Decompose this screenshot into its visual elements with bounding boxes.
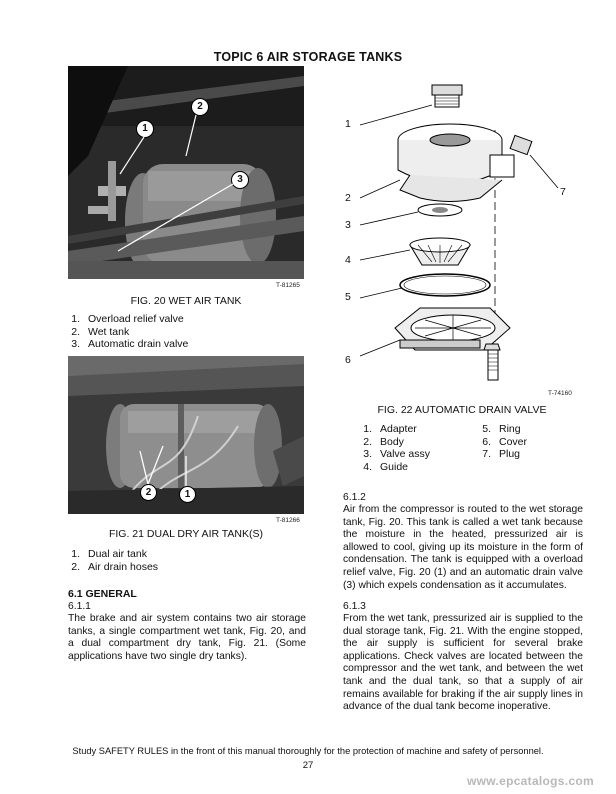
- dual-dry-air-tank-photo: [68, 356, 304, 514]
- callout-3: 3: [231, 171, 249, 189]
- list-item: 2. Air drain hoses: [71, 560, 159, 573]
- page-number: 27: [302, 760, 314, 771]
- callout-1: 1: [136, 120, 154, 138]
- list-item: 2. Body: [363, 435, 404, 448]
- list-item: 1. Overload relief valve: [71, 313, 184, 325]
- fig22-caption: FIG. 22 AUTOMATIC DRAIN VALVE: [377, 404, 547, 416]
- list-item: 7. Plug: [482, 448, 521, 460]
- fig22-callout-2: 2: [345, 192, 351, 204]
- callout-2: 2: [191, 98, 209, 116]
- list-item: 1. Dual air tank: [71, 548, 147, 560]
- list-item: 6. Cover: [482, 435, 528, 448]
- paragraph-6-1-3: From the wet tank, pressurized air is supplied to the dual storage tank, Fig. 21. With the engine stopped, the air supply is sufficient for several brake applications. Check valves are located between the compressor and the wet tank, and between the wet tank and the dual tank, so that a supply of air remains available for braking if the air supply lines in advance of the dual tank become inoperative.: [343, 613, 583, 713]
- subsection-number: 6.1.3: [343, 601, 366, 612]
- list-item: 4. Guide: [363, 460, 409, 473]
- list-item: 3. Valve assy: [363, 448, 430, 460]
- fig21-legend: [62, 548, 158, 573]
- list-item: 3. Automatic drain valve: [71, 338, 189, 350]
- list-item: 5. Ring: [482, 423, 521, 435]
- page-title: TOPIC 6 AIR STORAGE TANKS: [213, 50, 403, 64]
- section-heading: 6.1 GENERAL: [68, 588, 137, 600]
- safety-footer: Study SAFETY RULES in the front of this manual thoroughly for the protection of machine and safety of personnel.: [72, 746, 544, 756]
- callout-1: 1: [179, 486, 196, 503]
- list-item: 1. Adapter: [363, 423, 417, 435]
- fig20-code: T-81265: [276, 282, 300, 289]
- list-item: 2. Wet tank: [71, 325, 130, 338]
- fig20-legend: [62, 313, 188, 351]
- fig22-callout-7: 7: [560, 186, 566, 198]
- fig22-callout-4: 4: [345, 254, 351, 266]
- fig22-callout-3: 3: [345, 219, 351, 231]
- fig22-legend-left: [354, 423, 430, 473]
- fig22-callout-6: 6: [345, 354, 351, 366]
- fig21-code: T-81266: [276, 517, 300, 524]
- callout-2: 2: [140, 484, 157, 501]
- fig22-code: T-74160: [548, 390, 572, 397]
- wet-air-tank-photo: [68, 66, 304, 279]
- automatic-drain-valve-diagram: [340, 70, 580, 400]
- subsection-number: 6.1.2: [343, 492, 366, 503]
- subsection-number: 6.1.1: [68, 601, 91, 612]
- fig22-callout-1: 1: [345, 118, 351, 130]
- watermark: www.epcatalogs.com: [467, 774, 594, 788]
- paragraph-6-1-1: The brake and air system contains two air storage tanks, a single compartment wet tank, Fig. 20, and a dual compartment dry tank, Fig. 21. (Some applications have two single dry tanks).: [68, 613, 306, 662]
- fig20-caption: FIG. 20 WET AIR TANK: [130, 295, 242, 307]
- fig21-caption: FIG. 21 DUAL DRY AIR TANK(S): [108, 528, 264, 540]
- callout-leaders: [68, 66, 304, 279]
- paragraph-6-1-2: Air from the compressor is routed to the wet storage tank, Fig. 20. This tank is called a wet tank because the moisture in the heated, pressurized air is allowed to cool, giving up its moisture in the form of condensation. The tank is equipped with a overload relief valve, Fig. 20 (1) and an automatic drain valve (3) which expels condensation as it accumulates.: [343, 504, 583, 591]
- fig22-legend-right: [473, 423, 527, 461]
- fig22-callout-5: 5: [345, 291, 351, 303]
